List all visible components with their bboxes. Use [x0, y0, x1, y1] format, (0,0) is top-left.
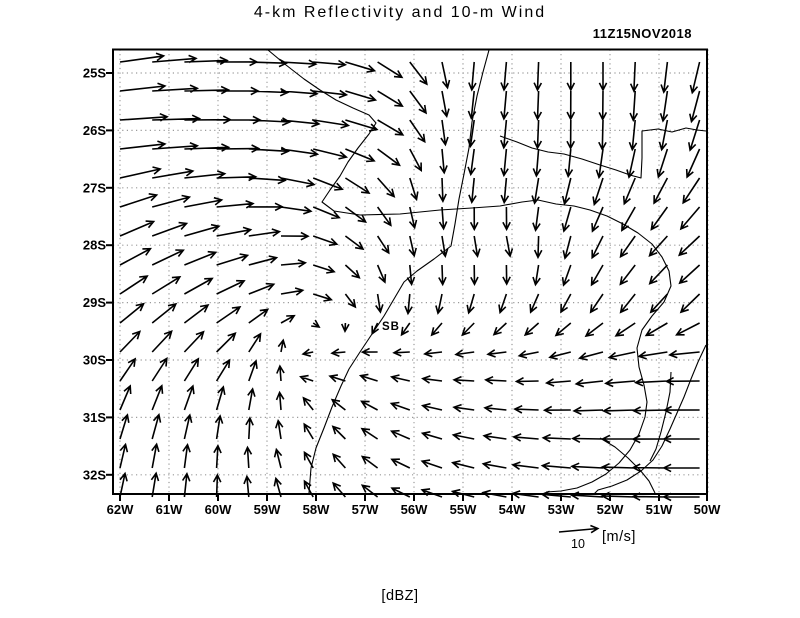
lon-tick-label: 54W: [498, 502, 526, 517]
reference-vector-unit: [m/s]: [602, 529, 636, 545]
chart-title: 4-km Reflectivity and 10-m Wind: [253, 4, 547, 21]
lat-tick-label: 31S: [82, 409, 106, 425]
lat-tick-label: 26S: [82, 122, 106, 138]
station-label: SB: [382, 321, 400, 333]
lon-tick-label: 60W: [204, 502, 232, 517]
outline-coastline: [594, 345, 706, 494]
reference-vector-value: 10: [571, 537, 585, 551]
lon-tick-label: 56W: [400, 502, 428, 517]
lon-axis-labels: [107, 502, 721, 517]
lon-tick-label: 50W: [693, 502, 721, 517]
lat-tick-label: 29S: [82, 295, 106, 311]
colorbar-unit-label: [dBZ]: [381, 588, 419, 604]
lon-tick-label: 62W: [106, 502, 134, 517]
lat-tick-label: 30S: [82, 352, 106, 368]
valid-time-label: 11Z15NOV2018: [592, 26, 692, 41]
lon-tick-label: 61W: [155, 502, 183, 517]
lon-tick-label: 57W: [351, 502, 379, 517]
lat-tick-label: 32S: [82, 467, 106, 483]
lon-tick-label: 53W: [547, 502, 575, 517]
lat-tick-label: 25S: [82, 65, 106, 81]
lon-tick-label: 55W: [449, 502, 477, 517]
lat-tick-label: 28S: [82, 237, 106, 253]
outline-uruguay-river: [309, 50, 489, 493]
lon-tick-label: 59W: [253, 502, 281, 517]
lon-tick-label: 51W: [645, 502, 673, 517]
lon-tick-label: 52W: [596, 502, 624, 517]
reference-vector-arrow: [559, 526, 598, 533]
lon-tick-label: 58W: [302, 502, 330, 517]
lat-tick-label: 27S: [82, 180, 106, 196]
lat-axis-labels: [83, 66, 106, 483]
